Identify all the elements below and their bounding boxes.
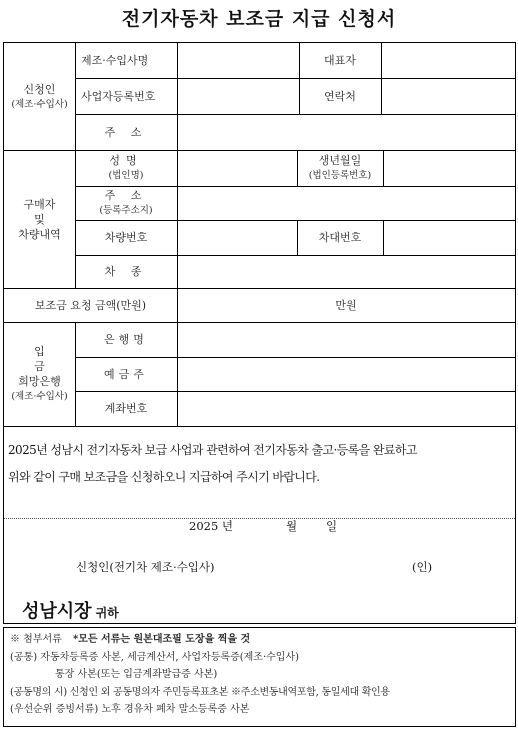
account-number-label: 계좌번호	[104, 402, 148, 415]
subsidy-amount-field[interactable]	[177, 288, 515, 322]
buyer-address-label-main: 주 소	[104, 189, 148, 202]
attachments-title: ※ 첨부서류	[10, 634, 62, 645]
vehicle-model-label: 차 종	[104, 265, 148, 278]
representative-label: 대표자	[324, 54, 356, 67]
company-name-field[interactable]	[177, 43, 299, 78]
chassis-number-field[interactable]	[383, 220, 515, 255]
buyer-address-label	[75, 186, 177, 220]
declaration-statement	[8, 437, 513, 491]
birth-date-field[interactable]	[383, 150, 515, 186]
recipient-suffix: 귀하	[95, 606, 119, 620]
birth-date-label-main: 생년월일	[318, 154, 362, 167]
birth-date-label	[297, 150, 383, 186]
birth-date-label-sub: (법인등록번호)	[308, 170, 372, 181]
buyer-name-field[interactable]	[177, 150, 297, 186]
contact-label: 연락처	[324, 89, 356, 103]
attachments-note-box	[3, 627, 516, 727]
attachments-requirement: *모든 서류는 원본대조필 도장을 찍을 것	[73, 634, 251, 645]
buyer-section-label	[4, 150, 75, 288]
date-day: 일	[326, 519, 338, 533]
seal-mark: (인)	[412, 560, 433, 574]
bank-label-sub: (제조·수입사)	[11, 391, 68, 402]
attachment-common: (공통) 자동차등록증 사본, 세금계산서, 사업자등록증(제조·수입사)	[10, 651, 300, 663]
applicant-address-label: 주 소	[104, 125, 148, 139]
buyer-label-main: 구매자	[23, 197, 56, 211]
attachments-header	[10, 631, 515, 649]
depositor-label: 예금주	[104, 367, 148, 381]
date-year: 2025 년	[189, 519, 234, 533]
signature-label: 신청인(전기차 제조·수입사)	[76, 560, 215, 574]
date-month: 월	[286, 519, 298, 533]
chassis-number-label: 차대번호	[318, 231, 362, 244]
application-form-table	[3, 42, 516, 624]
buyer-name-label-main: 성명	[109, 154, 143, 167]
form-title: 전기자동차 보조금 지급 신청서	[121, 8, 397, 30]
vehicle-model-field[interactable]	[177, 255, 515, 288]
attachment-joint-owner: (공동명의 시) 신청인 외 공동명의자 주민등록표초본 ※주소변동내역포함, 동일세대 확인용	[10, 686, 390, 698]
bank-label-desired: 희망은행	[18, 375, 61, 388]
buyer-address-field[interactable]	[177, 186, 515, 220]
buyer-address-label-sub: (등록주소지)	[99, 205, 153, 216]
attachment-priority: (우선순위 증빙서류) 노후 경유차 폐차 말소등록증 사본	[10, 704, 250, 715]
company-name-label: 제조·수입사명	[81, 54, 149, 67]
bank-name-label: 은행명	[104, 333, 148, 346]
applicant-section-label	[4, 43, 75, 150]
bank-name-field[interactable]	[177, 322, 515, 357]
bank-section-label	[4, 322, 75, 426]
subsidy-unit: 만원	[335, 298, 357, 312]
buyer-name-label	[75, 150, 177, 186]
applicant-label-sub: (제조·수입사)	[11, 98, 68, 110]
vehicle-number-field[interactable]	[177, 220, 297, 255]
business-number-label: 사업자등록번호	[81, 89, 156, 103]
declaration-line-1: 2025년 성남시 전기자동차 보급 사업과 관련하여 전기자동차 출고·등록을 완료하고	[8, 443, 417, 457]
applicant-label-main: 신청인	[23, 82, 56, 96]
subsidy-amount-label: 보조금 요청 금액(만원)	[34, 298, 147, 312]
account-number-field[interactable]	[177, 391, 515, 426]
representative-field[interactable]	[381, 43, 515, 78]
vehicle-number-label: 차량번호	[104, 231, 148, 244]
declaration-line-2: 위와 같이 구매 보조금을 신청하오니 지급하여 주시기 바랍니다.	[8, 470, 320, 484]
buyer-label-and: 및	[34, 212, 45, 226]
attachment-bankbook: 통장 사본(또는 입금계좌발급증 사본)	[55, 669, 218, 680]
buyer-name-label-sub: (법인명)	[108, 170, 144, 181]
recipient-name: 성남시장	[22, 601, 92, 622]
applicant-address-field[interactable]	[177, 114, 515, 150]
buyer-label-vehicle: 차량내역	[18, 227, 61, 241]
depositor-field[interactable]	[177, 357, 515, 391]
business-number-field[interactable]	[177, 78, 299, 114]
recipient	[22, 597, 119, 623]
contact-field[interactable]	[381, 78, 515, 114]
bank-label-deposit: 입 금	[34, 345, 59, 373]
